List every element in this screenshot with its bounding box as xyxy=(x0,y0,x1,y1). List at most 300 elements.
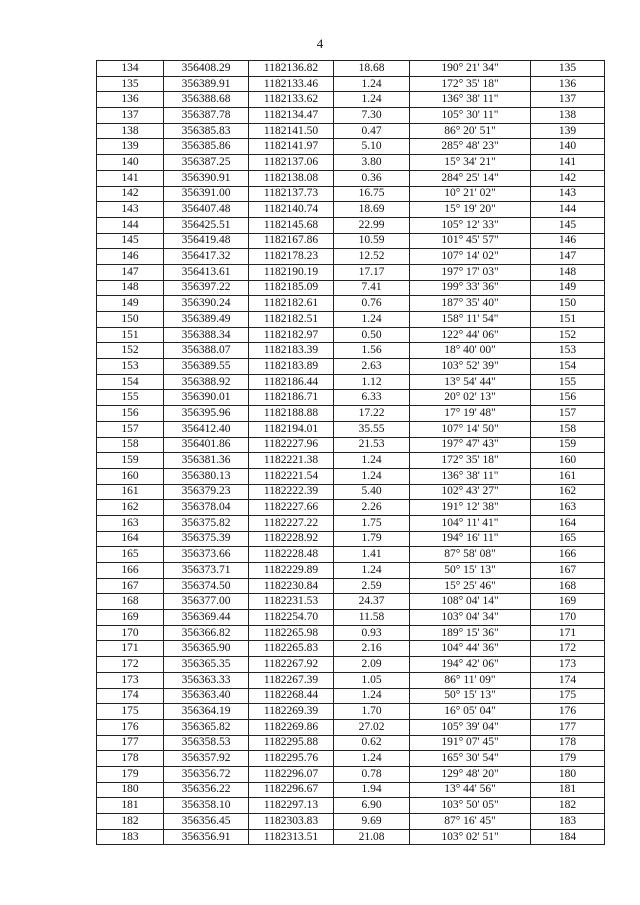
y-coordinate-cell: 1182167.86 xyxy=(249,233,334,249)
next-point-cell: 179 xyxy=(531,751,605,767)
distance-cell: 16.75 xyxy=(334,186,410,202)
y-coordinate-cell: 1182186.71 xyxy=(249,390,334,406)
y-coordinate-cell: 1182227.22 xyxy=(249,515,334,531)
distance-cell: 21.08 xyxy=(334,829,410,845)
next-point-cell: 184 xyxy=(531,829,605,845)
x-coordinate-cell: 356389.55 xyxy=(164,359,249,375)
point-number-cell: 179 xyxy=(97,766,164,782)
table-row xyxy=(97,453,605,469)
distance-cell: 1.24 xyxy=(334,688,410,704)
point-number-cell: 161 xyxy=(97,484,164,500)
x-coordinate-cell: 356369.44 xyxy=(164,610,249,626)
x-coordinate-cell: 356357.92 xyxy=(164,751,249,767)
distance-cell: 1.56 xyxy=(334,343,410,359)
table-row xyxy=(97,814,605,830)
point-number-cell: 148 xyxy=(97,280,164,296)
distance-cell: 12.52 xyxy=(334,249,410,265)
y-coordinate-cell: 1182145.68 xyxy=(249,217,334,233)
y-coordinate-cell: 1182303.83 xyxy=(249,814,334,830)
point-number-cell: 167 xyxy=(97,578,164,594)
point-number-cell: 176 xyxy=(97,719,164,735)
x-coordinate-cell: 356390.01 xyxy=(164,390,249,406)
point-number-cell: 172 xyxy=(97,657,164,673)
y-coordinate-cell: 1182296.67 xyxy=(249,782,334,798)
next-point-cell: 169 xyxy=(531,594,605,610)
table-row xyxy=(97,578,605,594)
bearing-cell: 103° 50' 05" xyxy=(410,798,531,814)
distance-cell: 27.02 xyxy=(334,719,410,735)
point-number-cell: 178 xyxy=(97,751,164,767)
x-coordinate-cell: 356381.36 xyxy=(164,453,249,469)
y-coordinate-cell: 1182269.39 xyxy=(249,704,334,720)
distance-cell: 1.05 xyxy=(334,672,410,688)
distance-cell: 7.41 xyxy=(334,280,410,296)
x-coordinate-cell: 356356.72 xyxy=(164,766,249,782)
y-coordinate-cell: 1182182.97 xyxy=(249,327,334,343)
bearing-cell: 10° 21' 02" xyxy=(410,186,531,202)
bearing-cell: 122° 44' 06" xyxy=(410,327,531,343)
bearing-cell: 17° 19' 48" xyxy=(410,406,531,422)
bearing-cell: 172° 35' 18" xyxy=(410,76,531,92)
y-coordinate-cell: 1182267.92 xyxy=(249,657,334,673)
distance-cell: 1.41 xyxy=(334,547,410,563)
point-number-cell: 149 xyxy=(97,296,164,312)
next-point-cell: 140 xyxy=(531,139,605,155)
next-point-cell: 142 xyxy=(531,170,605,186)
x-coordinate-cell: 356358.53 xyxy=(164,735,249,751)
bearing-cell: 87° 58' 08" xyxy=(410,547,531,563)
y-coordinate-cell: 1182137.06 xyxy=(249,155,334,171)
point-number-cell: 147 xyxy=(97,264,164,280)
bearing-cell: 87° 16' 45" xyxy=(410,814,531,830)
next-point-cell: 150 xyxy=(531,296,605,312)
x-coordinate-cell: 356373.71 xyxy=(164,563,249,579)
bearing-cell: 105° 12' 33" xyxy=(410,217,531,233)
bearing-cell: 284° 25' 14" xyxy=(410,170,531,186)
distance-cell: 2.16 xyxy=(334,641,410,657)
x-coordinate-cell: 356388.34 xyxy=(164,327,249,343)
distance-cell: 6.33 xyxy=(334,390,410,406)
next-point-cell: 166 xyxy=(531,547,605,563)
x-coordinate-cell: 356366.82 xyxy=(164,625,249,641)
distance-cell: 1.24 xyxy=(334,92,410,108)
distance-cell: 0.93 xyxy=(334,625,410,641)
y-coordinate-cell: 1182221.54 xyxy=(249,468,334,484)
next-point-cell: 136 xyxy=(531,76,605,92)
x-coordinate-cell: 356356.22 xyxy=(164,782,249,798)
y-coordinate-cell: 1182231.53 xyxy=(249,594,334,610)
y-coordinate-cell: 1182227.66 xyxy=(249,500,334,516)
next-point-cell: 147 xyxy=(531,249,605,265)
coordinates-table-body xyxy=(97,61,605,845)
point-number-cell: 138 xyxy=(97,123,164,139)
x-coordinate-cell: 356391.00 xyxy=(164,186,249,202)
next-point-cell: 162 xyxy=(531,484,605,500)
next-point-cell: 141 xyxy=(531,155,605,171)
table-row xyxy=(97,374,605,390)
x-coordinate-cell: 356374.50 xyxy=(164,578,249,594)
point-number-cell: 154 xyxy=(97,374,164,390)
table-row xyxy=(97,719,605,735)
point-number-cell: 134 xyxy=(97,61,164,77)
next-point-cell: 153 xyxy=(531,343,605,359)
bearing-cell: 16° 05' 04" xyxy=(410,704,531,720)
distance-cell: 3.80 xyxy=(334,155,410,171)
next-point-cell: 176 xyxy=(531,704,605,720)
bearing-cell: 194° 16' 11" xyxy=(410,531,531,547)
table-row xyxy=(97,766,605,782)
distance-cell: 9.69 xyxy=(334,814,410,830)
bearing-cell: 50° 15' 13" xyxy=(410,688,531,704)
y-coordinate-cell: 1182313.51 xyxy=(249,829,334,845)
bearing-cell: 86° 20' 51" xyxy=(410,123,531,139)
point-number-cell: 169 xyxy=(97,610,164,626)
next-point-cell: 178 xyxy=(531,735,605,751)
next-point-cell: 158 xyxy=(531,421,605,437)
point-number-cell: 182 xyxy=(97,814,164,830)
y-coordinate-cell: 1182254.70 xyxy=(249,610,334,626)
point-number-cell: 151 xyxy=(97,327,164,343)
y-coordinate-cell: 1182138.08 xyxy=(249,170,334,186)
next-point-cell: 160 xyxy=(531,453,605,469)
bearing-cell: 189° 15' 36" xyxy=(410,625,531,641)
y-coordinate-cell: 1182230.84 xyxy=(249,578,334,594)
distance-cell: 1.24 xyxy=(334,468,410,484)
bearing-cell: 191° 07' 45" xyxy=(410,735,531,751)
point-number-cell: 162 xyxy=(97,500,164,516)
bearing-cell: 187° 35' 40" xyxy=(410,296,531,312)
y-coordinate-cell: 1182190.19 xyxy=(249,264,334,280)
bearing-cell: 20° 02' 13" xyxy=(410,390,531,406)
bearing-cell: 15° 19' 20" xyxy=(410,202,531,218)
bearing-cell: 107° 14' 50" xyxy=(410,421,531,437)
x-coordinate-cell: 356364.19 xyxy=(164,704,249,720)
next-point-cell: 165 xyxy=(531,531,605,547)
x-coordinate-cell: 356407.48 xyxy=(164,202,249,218)
next-point-cell: 171 xyxy=(531,625,605,641)
bearing-cell: 102° 43' 27" xyxy=(410,484,531,500)
x-coordinate-cell: 356365.82 xyxy=(164,719,249,735)
table-row xyxy=(97,327,605,343)
bearing-cell: 285° 48' 23" xyxy=(410,139,531,155)
table-row xyxy=(97,108,605,124)
y-coordinate-cell: 1182295.88 xyxy=(249,735,334,751)
point-number-cell: 135 xyxy=(97,76,164,92)
point-number-cell: 137 xyxy=(97,108,164,124)
x-coordinate-cell: 356388.07 xyxy=(164,343,249,359)
table-row xyxy=(97,76,605,92)
x-coordinate-cell: 356401.86 xyxy=(164,437,249,453)
point-number-cell: 164 xyxy=(97,531,164,547)
y-coordinate-cell: 1182140.74 xyxy=(249,202,334,218)
bearing-cell: 199° 33' 36" xyxy=(410,280,531,296)
distance-cell: 17.22 xyxy=(334,406,410,422)
x-coordinate-cell: 356419.48 xyxy=(164,233,249,249)
bearing-cell: 13° 54' 44" xyxy=(410,374,531,390)
point-number-cell: 158 xyxy=(97,437,164,453)
distance-cell: 0.76 xyxy=(334,296,410,312)
distance-cell: 2.09 xyxy=(334,657,410,673)
next-point-cell: 175 xyxy=(531,688,605,704)
distance-cell: 1.94 xyxy=(334,782,410,798)
x-coordinate-cell: 356365.90 xyxy=(164,641,249,657)
bearing-cell: 172° 35' 18" xyxy=(410,453,531,469)
distance-cell: 2.59 xyxy=(334,578,410,594)
table-row xyxy=(97,704,605,720)
table-row xyxy=(97,359,605,375)
y-coordinate-cell: 1182228.48 xyxy=(249,547,334,563)
next-point-cell: 180 xyxy=(531,766,605,782)
y-coordinate-cell: 1182297.13 xyxy=(249,798,334,814)
bearing-cell: 15° 34' 21" xyxy=(410,155,531,171)
point-number-cell: 141 xyxy=(97,170,164,186)
point-number-cell: 144 xyxy=(97,217,164,233)
x-coordinate-cell: 356356.45 xyxy=(164,814,249,830)
x-coordinate-cell: 356378.04 xyxy=(164,500,249,516)
next-point-cell: 143 xyxy=(531,186,605,202)
next-point-cell: 138 xyxy=(531,108,605,124)
next-point-cell: 137 xyxy=(531,92,605,108)
y-coordinate-cell: 1182136.82 xyxy=(249,61,334,77)
next-point-cell: 148 xyxy=(531,264,605,280)
bearing-cell: 103° 52' 39" xyxy=(410,359,531,375)
table-row xyxy=(97,139,605,155)
table-row xyxy=(97,61,605,77)
distance-cell: 1.24 xyxy=(334,563,410,579)
point-number-cell: 153 xyxy=(97,359,164,375)
y-coordinate-cell: 1182265.83 xyxy=(249,641,334,657)
distance-cell: 11.58 xyxy=(334,610,410,626)
point-number-cell: 159 xyxy=(97,453,164,469)
table-row xyxy=(97,531,605,547)
distance-cell: 5.40 xyxy=(334,484,410,500)
distance-cell: 0.36 xyxy=(334,170,410,186)
x-coordinate-cell: 356390.24 xyxy=(164,296,249,312)
y-coordinate-cell: 1182269.86 xyxy=(249,719,334,735)
table-row xyxy=(97,515,605,531)
point-number-cell: 160 xyxy=(97,468,164,484)
table-row xyxy=(97,688,605,704)
distance-cell: 2.26 xyxy=(334,500,410,516)
x-coordinate-cell: 356379.23 xyxy=(164,484,249,500)
point-number-cell: 181 xyxy=(97,798,164,814)
x-coordinate-cell: 356365.35 xyxy=(164,657,249,673)
table-row xyxy=(97,500,605,516)
x-coordinate-cell: 356388.92 xyxy=(164,374,249,390)
point-number-cell: 175 xyxy=(97,704,164,720)
distance-cell: 1.24 xyxy=(334,751,410,767)
next-point-cell: 167 xyxy=(531,563,605,579)
table-row xyxy=(97,672,605,688)
bearing-cell: 197° 47' 43" xyxy=(410,437,531,453)
next-point-cell: 168 xyxy=(531,578,605,594)
distance-cell: 10.59 xyxy=(334,233,410,249)
table-row xyxy=(97,468,605,484)
y-coordinate-cell: 1182182.61 xyxy=(249,296,334,312)
next-point-cell: 157 xyxy=(531,406,605,422)
distance-cell: 0.78 xyxy=(334,766,410,782)
x-coordinate-cell: 356375.82 xyxy=(164,515,249,531)
point-number-cell: 173 xyxy=(97,672,164,688)
table-row xyxy=(97,782,605,798)
next-point-cell: 182 xyxy=(531,798,605,814)
distance-cell: 18.69 xyxy=(334,202,410,218)
bearing-cell: 18° 40' 00" xyxy=(410,343,531,359)
bearing-cell: 158° 11' 54" xyxy=(410,312,531,328)
next-point-cell: 163 xyxy=(531,500,605,516)
table-row xyxy=(97,563,605,579)
y-coordinate-cell: 1182188.88 xyxy=(249,406,334,422)
point-number-cell: 166 xyxy=(97,563,164,579)
bearing-cell: 190° 21' 34" xyxy=(410,61,531,77)
point-number-cell: 163 xyxy=(97,515,164,531)
point-number-cell: 157 xyxy=(97,421,164,437)
x-coordinate-cell: 356356.91 xyxy=(164,829,249,845)
x-coordinate-cell: 356408.29 xyxy=(164,61,249,77)
distance-cell: 7.30 xyxy=(334,108,410,124)
bearing-cell: 104° 44' 36" xyxy=(410,641,531,657)
next-point-cell: 156 xyxy=(531,390,605,406)
table-row xyxy=(97,406,605,422)
y-coordinate-cell: 1182178.23 xyxy=(249,249,334,265)
distance-cell: 17.17 xyxy=(334,264,410,280)
bearing-cell: 129° 48' 20" xyxy=(410,766,531,782)
x-coordinate-cell: 356387.78 xyxy=(164,108,249,124)
point-number-cell: 156 xyxy=(97,406,164,422)
x-coordinate-cell: 356412.40 xyxy=(164,421,249,437)
distance-cell: 1.12 xyxy=(334,374,410,390)
x-coordinate-cell: 356425.51 xyxy=(164,217,249,233)
y-coordinate-cell: 1182221.38 xyxy=(249,453,334,469)
next-point-cell: 145 xyxy=(531,217,605,233)
y-coordinate-cell: 1182183.89 xyxy=(249,359,334,375)
x-coordinate-cell: 356413.61 xyxy=(164,264,249,280)
next-point-cell: 183 xyxy=(531,814,605,830)
next-point-cell: 135 xyxy=(531,61,605,77)
table-row xyxy=(97,735,605,751)
bearing-cell: 15° 25' 46" xyxy=(410,578,531,594)
y-coordinate-cell: 1182134.47 xyxy=(249,108,334,124)
table-row xyxy=(97,421,605,437)
y-coordinate-cell: 1182227.96 xyxy=(249,437,334,453)
point-number-cell: 143 xyxy=(97,202,164,218)
next-point-cell: 177 xyxy=(531,719,605,735)
bearing-cell: 13° 44' 56" xyxy=(410,782,531,798)
x-coordinate-cell: 356373.66 xyxy=(164,547,249,563)
distance-cell: 21.53 xyxy=(334,437,410,453)
table-row xyxy=(97,92,605,108)
table-row xyxy=(97,625,605,641)
table-row xyxy=(97,233,605,249)
bearing-cell: 197° 17' 03" xyxy=(410,264,531,280)
bearing-cell: 105° 30' 11" xyxy=(410,108,531,124)
x-coordinate-cell: 356385.83 xyxy=(164,123,249,139)
x-coordinate-cell: 356417.32 xyxy=(164,249,249,265)
table-row xyxy=(97,186,605,202)
next-point-cell: 146 xyxy=(531,233,605,249)
y-coordinate-cell: 1182296.07 xyxy=(249,766,334,782)
bearing-cell: 103° 04' 34" xyxy=(410,610,531,626)
point-number-cell: 165 xyxy=(97,547,164,563)
point-number-cell: 150 xyxy=(97,312,164,328)
table-row xyxy=(97,343,605,359)
x-coordinate-cell: 356385.86 xyxy=(164,139,249,155)
next-point-cell: 164 xyxy=(531,515,605,531)
distance-cell: 0.50 xyxy=(334,327,410,343)
y-coordinate-cell: 1182133.62 xyxy=(249,92,334,108)
point-number-cell: 171 xyxy=(97,641,164,657)
x-coordinate-cell: 356395.96 xyxy=(164,406,249,422)
x-coordinate-cell: 356375.39 xyxy=(164,531,249,547)
x-coordinate-cell: 356397.22 xyxy=(164,280,249,296)
point-number-cell: 140 xyxy=(97,155,164,171)
table-row xyxy=(97,751,605,767)
x-coordinate-cell: 356377.00 xyxy=(164,594,249,610)
point-number-cell: 174 xyxy=(97,688,164,704)
next-point-cell: 155 xyxy=(531,374,605,390)
table-row xyxy=(97,437,605,453)
next-point-cell: 151 xyxy=(531,312,605,328)
bearing-cell: 86° 11' 09" xyxy=(410,672,531,688)
bearing-cell: 108° 04' 14" xyxy=(410,594,531,610)
distance-cell: 22.99 xyxy=(334,217,410,233)
distance-cell: 18.68 xyxy=(334,61,410,77)
y-coordinate-cell: 1182229.89 xyxy=(249,563,334,579)
x-coordinate-cell: 356389.91 xyxy=(164,76,249,92)
x-coordinate-cell: 356387.25 xyxy=(164,155,249,171)
distance-cell: 35.55 xyxy=(334,421,410,437)
y-coordinate-cell: 1182268.44 xyxy=(249,688,334,704)
bearing-cell: 101° 45' 57" xyxy=(410,233,531,249)
x-coordinate-cell: 356358.10 xyxy=(164,798,249,814)
coordinates-table xyxy=(96,60,605,845)
table-row xyxy=(97,296,605,312)
bearing-cell: 105° 39' 04" xyxy=(410,719,531,735)
x-coordinate-cell: 356388.68 xyxy=(164,92,249,108)
x-coordinate-cell: 356389.49 xyxy=(164,312,249,328)
y-coordinate-cell: 1182182.51 xyxy=(249,312,334,328)
bearing-cell: 191° 12' 38" xyxy=(410,500,531,516)
table-row xyxy=(97,312,605,328)
table-row xyxy=(97,202,605,218)
point-number-cell: 170 xyxy=(97,625,164,641)
y-coordinate-cell: 1182194.01 xyxy=(249,421,334,437)
next-point-cell: 159 xyxy=(531,437,605,453)
y-coordinate-cell: 1182185.09 xyxy=(249,280,334,296)
next-point-cell: 152 xyxy=(531,327,605,343)
table-row xyxy=(97,123,605,139)
bearing-cell: 136° 38' 11" xyxy=(410,468,531,484)
point-number-cell: 139 xyxy=(97,139,164,155)
bearing-cell: 136° 38' 11" xyxy=(410,92,531,108)
y-coordinate-cell: 1182141.50 xyxy=(249,123,334,139)
table-row xyxy=(97,657,605,673)
x-coordinate-cell: 356363.40 xyxy=(164,688,249,704)
bearing-cell: 103° 02' 51" xyxy=(410,829,531,845)
distance-cell: 0.47 xyxy=(334,123,410,139)
y-coordinate-cell: 1182183.39 xyxy=(249,343,334,359)
distance-cell: 24.37 xyxy=(334,594,410,610)
point-number-cell: 142 xyxy=(97,186,164,202)
distance-cell: 1.70 xyxy=(334,704,410,720)
next-point-cell: 161 xyxy=(531,468,605,484)
point-number-cell: 180 xyxy=(97,782,164,798)
point-number-cell: 177 xyxy=(97,735,164,751)
next-point-cell: 174 xyxy=(531,672,605,688)
distance-cell: 1.24 xyxy=(334,76,410,92)
point-number-cell: 155 xyxy=(97,390,164,406)
distance-cell: 1.79 xyxy=(334,531,410,547)
